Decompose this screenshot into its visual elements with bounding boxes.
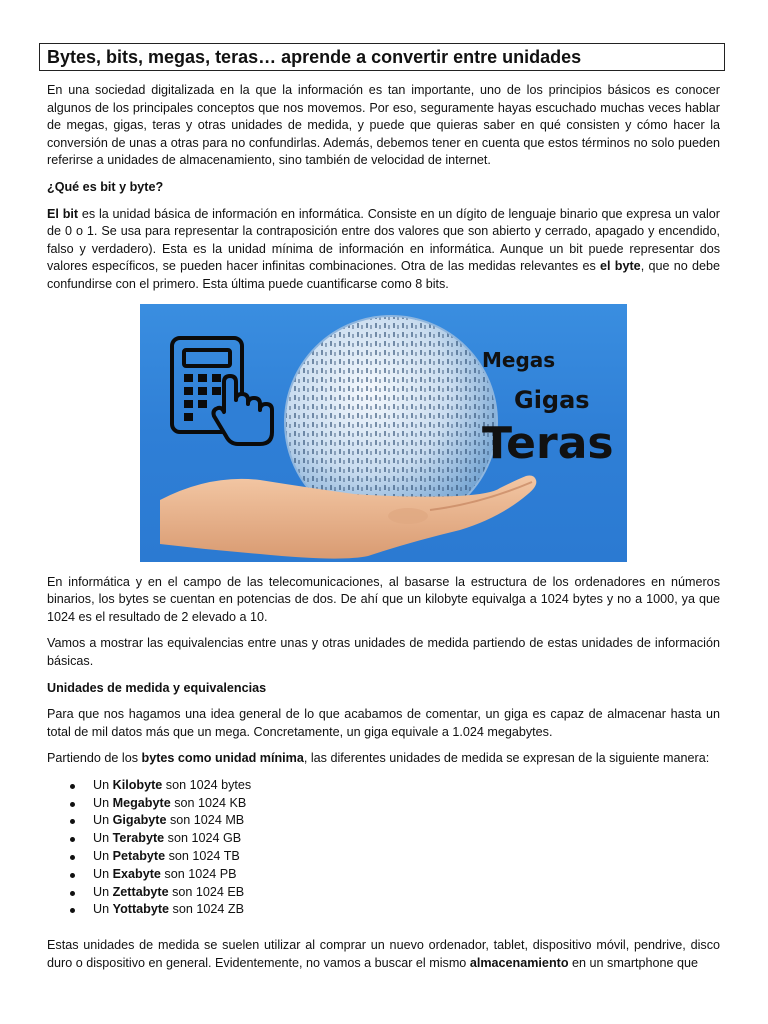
list-item: Un Terabyte son 1024 GB [47, 830, 720, 848]
list-item: Un Megabyte son 1024 KB [47, 795, 720, 813]
heading-units: Unidades de medida y equivalencias [47, 680, 267, 695]
list-item: Un Kilobyte son 1024 bytes [47, 777, 720, 795]
list-intro-bold: bytes como unidad mínima [141, 751, 304, 766]
bit-byte-paragraph [47, 206, 720, 294]
giga-paragraph: Para que nos hagamos una idea general de lo que acabamos de comentar, un giga es capaz de almacenar hasta un total de mil datos más que un mega. Concretamente, un giga equivale a 1.024 megabytes. [47, 707, 720, 739]
byte-term: el byte [600, 259, 641, 274]
final-text-2: en un smartphone que [568, 955, 699, 970]
bit-term: El bit [47, 206, 79, 221]
final-bold: almacenamiento [469, 955, 569, 970]
final-paragraph [47, 937, 720, 972]
list-intro-text-1: Partiendo de los [47, 751, 142, 766]
list-item: Un Gigabyte son 1024 MB [47, 812, 720, 830]
show-paragraph: Vamos a mostrar las equivalencias entre unas y otras unidades de medida partiendo de estas unidades de información básicas. [47, 636, 720, 668]
units-illustration [140, 304, 627, 562]
document-title: Bytes, bits, megas, teras… aprende a convertir entre unidades [39, 43, 725, 71]
word-gigas: Gigas [514, 385, 590, 414]
binary-paragraph: En informática y en el campo de las telecomunicaciones, al basarse la estructura de los ordenadores en números binarios, los bytes se cuentan en potencias de dos. De ahí que un kilobyte equivalga a 1024 bytes y no a 1000, ya que 1024 es el resultado de 2 elevado a 10. [47, 574, 720, 624]
list-item: Un Yottabyte son 1024 ZB [47, 901, 720, 919]
document-body [47, 82, 720, 981]
bit-text-1: es la unidad básica de información en informática. Consiste en un dígito de lenguaje binario que expresa un valor de 0 o 1. Se usa para representar la contraposición entre dos valores que son abierto y cerrado, apagado y encendido, falso y verdadero). Esta es la unidad mínima de información en informática. Aunque un bit puede representar dos valores específicos, se pueden hacer infinitas combinaciones. Otra de las medidas relevantes es [47, 206, 720, 274]
list-intro-paragraph [47, 750, 720, 768]
heading-bit-byte: ¿Qué es bit y byte? [47, 179, 164, 194]
bit-text-2: , que no debe confundirse con el primero. Esta última puede cuantificarse como 8 bits. [47, 259, 720, 291]
word-teras: Teras [482, 417, 614, 469]
list-item: Un Petabyte son 1024 TB [47, 848, 720, 866]
intro-paragraph: En una sociedad digitalizada en la que la información es tan importante, uno de los principios básicos es conocer algunos de los principales conceptos que nos movemos. Por eso, seguramente hayas escuchado muchas veces hablar de megas, gigas, teras y otras unidades de medida, y puede que quieras saber en qué consisten y cómo hacer la conversión de unas a otras para no confundirlas. Además, debemos tener en cuenta que estos términos no solo pueden referirse a unidades de almacenamiento, sino también de velocidad de internet. [47, 83, 720, 168]
final-text-1: Estas unidades de medida se suelen utilizar al comprar un nuevo ordenador, tablet, dispositivo móvil, pendrive, disco duro o dispositivo en general. Evidentemente, no vamos a buscar el mismo [47, 938, 720, 970]
list-intro-text-2: , las diferentes unidades de medida se expresan de la siguiente manera: [303, 751, 710, 766]
list-item: Un Exabyte son 1024 PB [47, 866, 720, 884]
list-item: Un Zettabyte son 1024 EB [47, 884, 720, 902]
units-list [47, 777, 720, 919]
calculator-hand-icon [172, 338, 272, 444]
word-megas: Megas [482, 347, 556, 372]
